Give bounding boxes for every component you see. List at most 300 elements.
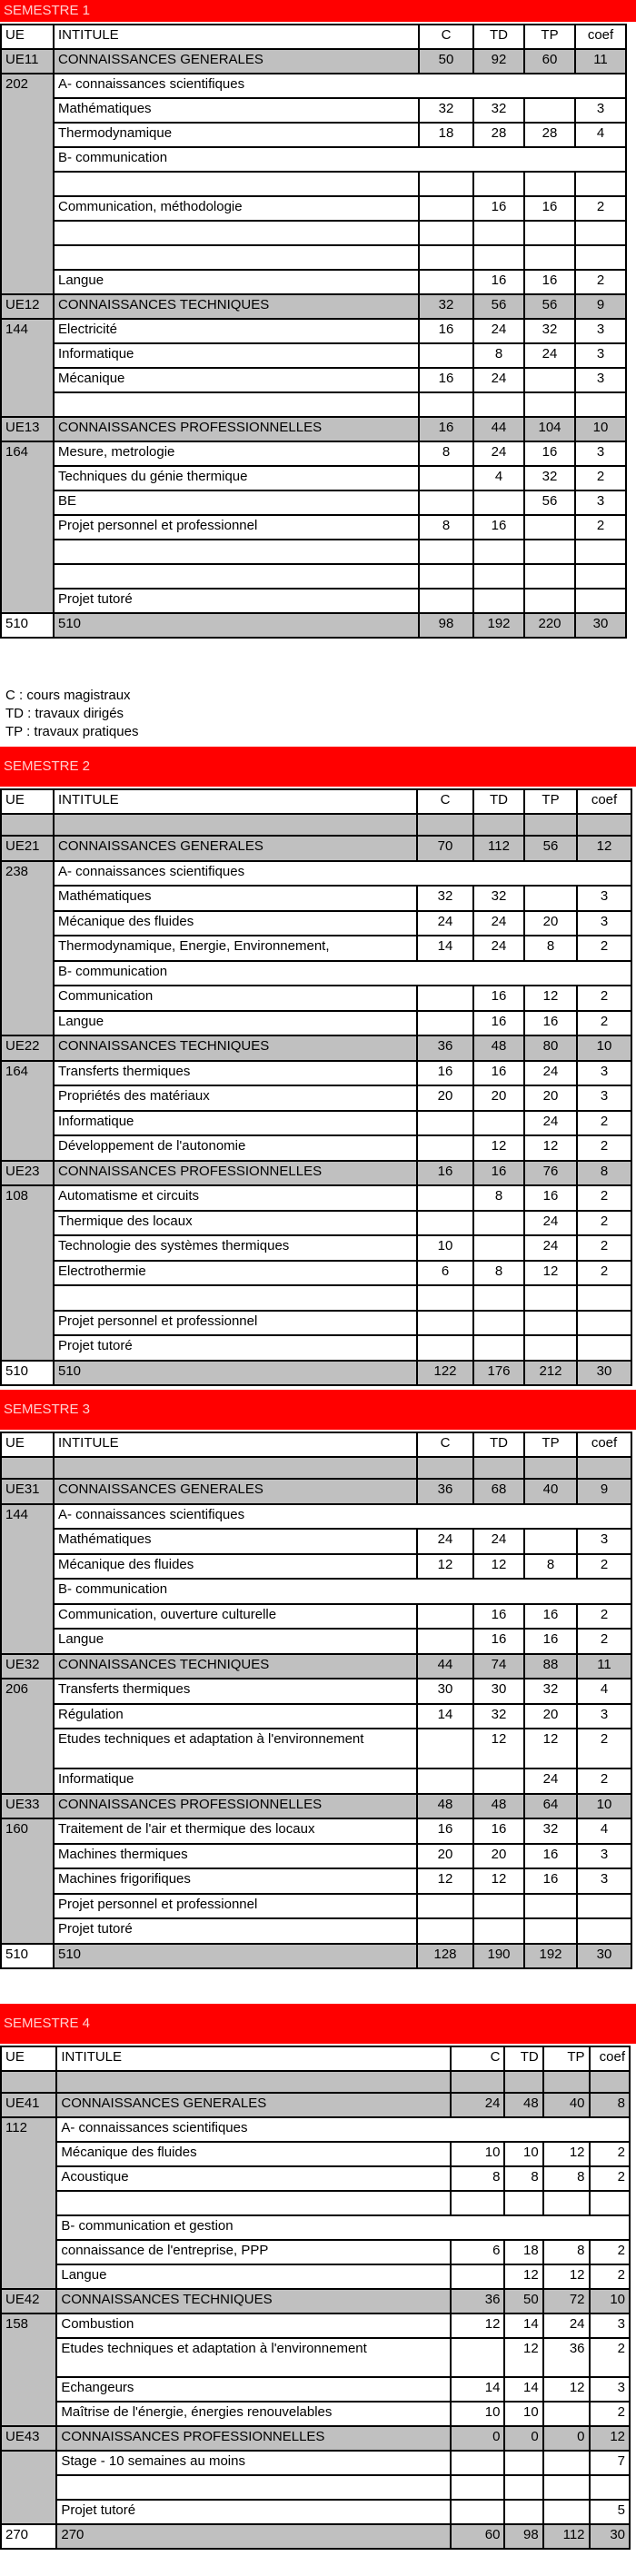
course-row: [1, 1311, 631, 1336]
course-td: 20: [473, 1844, 524, 1869]
course-td: 10: [504, 2142, 542, 2166]
blank-cell: [473, 392, 524, 417]
course-td: 8: [473, 343, 524, 368]
course-tp: 24: [524, 1769, 577, 1794]
total-code: 510: [1, 613, 54, 638]
ue-c: 24: [451, 2093, 504, 2117]
header-ue: UE: [1, 1432, 54, 1457]
spacer-cell: [417, 1457, 473, 1479]
course-tp: 24: [524, 1061, 577, 1086]
spacer-cell: [1, 814, 54, 836]
course-c: 16: [419, 319, 473, 343]
ue-td: 48: [504, 2093, 542, 2117]
course-label: Langue: [54, 1629, 417, 1654]
course-td: 24: [473, 441, 524, 466]
course-row: [1, 2500, 630, 2524]
course-td: 14: [504, 2377, 542, 2402]
course-c: [451, 2338, 504, 2377]
ue-row: [1, 2289, 630, 2313]
course-coef: 3: [575, 343, 626, 368]
blank-cell: [419, 540, 473, 564]
course-tp: 16: [524, 1629, 577, 1654]
ue-c: 36: [451, 2289, 504, 2313]
ue-row: [1, 1479, 631, 1504]
course-td: 24: [473, 936, 524, 961]
spacer-cell: [54, 814, 417, 836]
ue-tp: 56: [524, 294, 575, 319]
ue-title: CONNAISSANCES GENERALES: [54, 836, 417, 861]
blank-cell: [575, 245, 626, 270]
header-intitule: INTITULE: [54, 25, 419, 49]
ue-c: 16: [417, 1161, 473, 1186]
total-row: [1, 2524, 630, 2549]
course-label: Automatisme et circuits: [54, 1185, 417, 1211]
course-row: [1, 1211, 631, 1236]
blank-label: [56, 2191, 451, 2215]
course-tp: 16: [524, 196, 575, 221]
course-c: [417, 986, 473, 1011]
ue-tp: 104: [524, 417, 575, 441]
section-label: B- communication: [54, 1579, 631, 1604]
course-label: Thermodynamique, Energie, Environnement,: [54, 936, 417, 961]
ue-tp: 40: [524, 1479, 577, 1504]
course-row: [1, 74, 626, 98]
course-label: Electricité: [54, 319, 419, 343]
course-row: [1, 1529, 631, 1554]
ue-td: 92: [473, 49, 524, 74]
ue-hours-total: 112: [1, 2117, 56, 2289]
header-c: C: [451, 2046, 504, 2071]
ue-c: 32: [419, 294, 473, 319]
course-tp: 24: [543, 2313, 590, 2338]
ue-code: UE31: [1, 1479, 54, 1504]
blank-cell: [473, 172, 524, 196]
course-c: 20: [417, 1844, 473, 1869]
course-row: [1, 245, 626, 270]
ue-td: 0: [504, 2426, 542, 2451]
blank-cell: [575, 221, 626, 245]
course-row: [1, 319, 626, 343]
ue-coef: 10: [577, 1794, 631, 1819]
spacer-cell: [577, 1457, 631, 1479]
course-label: Mécanique des fluides: [54, 911, 417, 936]
course-coef: 3: [577, 1529, 631, 1554]
blank-cell: [473, 564, 524, 589]
course-c: [417, 1135, 473, 1161]
ue-coef: 12: [577, 836, 631, 861]
total-c: 98: [419, 613, 473, 638]
course-tp: 12: [524, 1729, 577, 1769]
course-coef: 2: [590, 2142, 630, 2166]
course-coef: 4: [577, 1818, 631, 1844]
course-label: Mathématiques: [54, 98, 419, 123]
header-td: TD: [473, 25, 524, 49]
course-td: [473, 1918, 524, 1944]
header-td: TD: [473, 1432, 524, 1457]
course-coef: 2: [575, 196, 626, 221]
course-row: [1, 98, 626, 123]
semester-title: SEMESTRE 4: [0, 2004, 636, 2044]
ue-coef: 12: [590, 2426, 630, 2451]
ue-title: CONNAISSANCES GENERALES: [54, 49, 419, 74]
course-tp: [524, 98, 575, 123]
ue-row: [1, 1794, 631, 1819]
course-td: 12: [504, 2338, 542, 2377]
course-row: [1, 441, 626, 466]
course-c: [417, 1918, 473, 1944]
ue-hours-total: 164: [1, 1061, 54, 1161]
course-td: 16: [473, 270, 524, 294]
ue-title: CONNAISSANCES GENERALES: [54, 1479, 417, 1504]
course-coef: 2: [577, 1211, 631, 1236]
course-td: [473, 1111, 524, 1136]
course-coef: 4: [577, 1679, 631, 1704]
course-label: Etudes techniques et adaptation à l'environnement: [56, 2338, 451, 2377]
course-label: Transferts thermiques: [54, 1679, 417, 1704]
header-ue: UE: [1, 2046, 56, 2071]
ue-row: [1, 417, 626, 441]
ue-coef: 10: [575, 417, 626, 441]
ue-td: 48: [473, 1035, 524, 1061]
course-row: [1, 2313, 630, 2338]
course-td: 32: [473, 1704, 524, 1729]
course-label: Informatique: [54, 343, 419, 368]
course-label: Thermique des locaux: [54, 1211, 417, 1236]
blank-cell: [451, 2191, 504, 2215]
course-label: Informatique: [54, 1769, 417, 1794]
course-row: [1, 1285, 631, 1311]
ue-title: CONNAISSANCES GENERALES: [56, 2093, 451, 2117]
course-label: Traitement de l'air et thermique des locaux: [54, 1818, 417, 1844]
course-row: [1, 2191, 630, 2215]
course-coef: 2: [577, 1185, 631, 1211]
spacer-row: [1, 2071, 630, 2093]
course-td: 12: [504, 2264, 542, 2289]
course-td: 16: [473, 515, 524, 540]
course-td: 4: [473, 466, 524, 490]
ue-hours-total: 206: [1, 1679, 54, 1794]
course-tp: 16: [524, 1011, 577, 1036]
course-c: 16: [419, 368, 473, 392]
course-coef: 3: [577, 911, 631, 936]
course-label: Techniques du génie thermique: [54, 466, 419, 490]
ue-tp: 72: [543, 2289, 590, 2313]
course-label: Communication, ouverture culturelle: [54, 1604, 417, 1630]
ue-tp: 0: [543, 2426, 590, 2451]
course-c: [417, 1335, 473, 1361]
ue-td: 44: [473, 417, 524, 441]
course-label: Mathématiques: [54, 1529, 417, 1554]
course-coef: 3: [575, 98, 626, 123]
course-row: [1, 2402, 630, 2426]
section-label: B- communication et gestion: [56, 2215, 630, 2240]
ue-row: [1, 1035, 631, 1061]
course-tp: 8: [524, 1554, 577, 1580]
course-coef: 2: [577, 1769, 631, 1794]
course-label: Echangeurs: [56, 2377, 451, 2402]
course-tp: 32: [524, 1679, 577, 1704]
spacer-row: [1, 1457, 631, 1479]
course-row: [1, 515, 626, 540]
blank-cell: [473, 245, 524, 270]
total-label: 270: [56, 2524, 451, 2549]
course-tp: [524, 1335, 577, 1361]
course-label: Mesure, metrologie: [54, 441, 419, 466]
course-td: 16: [473, 1011, 524, 1036]
ue-td: 68: [473, 1479, 524, 1504]
course-td: 10: [504, 2402, 542, 2426]
course-tp: [543, 2402, 590, 2426]
spacer-cell: [543, 2071, 590, 2093]
header-coef: coef: [577, 789, 631, 814]
course-row: [1, 1729, 631, 1769]
course-tp: 12: [524, 1261, 577, 1286]
course-td: 16: [473, 1818, 524, 1844]
course-td: 8: [473, 1185, 524, 1211]
course-c: [417, 1769, 473, 1794]
course-c: [419, 589, 473, 613]
header-intitule: INTITULE: [56, 2046, 451, 2071]
course-coef: 3: [577, 886, 631, 911]
course-label: Mécanique des fluides: [54, 1554, 417, 1580]
course-label: Projet personnel et professionnel: [54, 1894, 417, 1919]
course-td: 20: [473, 1085, 524, 1111]
course-c: 10: [417, 1235, 473, 1261]
ue-code: UE41: [1, 2093, 56, 2117]
course-label: Développement de l'autonomie: [54, 1135, 417, 1161]
total-code: 270: [1, 2524, 56, 2549]
spacer-cell: [504, 2071, 542, 2093]
course-row: [1, 1061, 631, 1086]
course-row: [1, 1918, 631, 1944]
total-tp: 212: [524, 1361, 577, 1386]
course-label: Langue: [56, 2264, 451, 2289]
blank-cell: [473, 540, 524, 564]
blank-label: [54, 564, 419, 589]
course-label: Projet tutoré: [54, 1335, 417, 1361]
total-td: 98: [504, 2524, 542, 2549]
course-tp: [524, 886, 577, 911]
course-tp: 36: [543, 2338, 590, 2377]
course-coef: 2: [590, 2240, 630, 2264]
header-td: TD: [473, 789, 524, 814]
course-row: [1, 172, 626, 196]
course-table: [0, 2046, 631, 2550]
course-label: Thermodynamique: [54, 123, 419, 147]
header-row: [1, 2046, 630, 2071]
course-c: [417, 1211, 473, 1236]
blank-cell: [504, 2191, 542, 2215]
course-row: [1, 2338, 630, 2377]
course-table: [0, 1432, 632, 1969]
course-c: 14: [417, 936, 473, 961]
course-label: Machines frigorifiques: [54, 1868, 417, 1894]
course-c: 12: [417, 1868, 473, 1894]
course-label: Machines thermiques: [54, 1844, 417, 1869]
course-coef: 2: [577, 1011, 631, 1036]
blank-label: [54, 172, 419, 196]
course-label: Stage - 10 semaines au moins: [56, 2451, 451, 2475]
course-row: [1, 1604, 631, 1630]
course-c: 24: [417, 911, 473, 936]
ue-hours-total: 238: [1, 861, 54, 1036]
course-tp: 12: [524, 986, 577, 1011]
course-coef: 2: [577, 1604, 631, 1630]
ue-c: 0: [451, 2426, 504, 2451]
course-td: 28: [473, 123, 524, 147]
course-coef: [577, 1918, 631, 1944]
total-row: [1, 613, 626, 638]
spacer-cell: [473, 1457, 524, 1479]
blank-cell: [524, 1285, 577, 1311]
course-tp: [524, 589, 575, 613]
ue-c: 36: [417, 1035, 473, 1061]
course-tp: 8: [543, 2166, 590, 2191]
course-coef: [577, 1311, 631, 1336]
course-coef: [577, 1335, 631, 1361]
ue-hours-total: 160: [1, 1818, 54, 1944]
blank-cell: [473, 1285, 524, 1311]
spacer-cell: [473, 814, 524, 836]
course-c: [419, 466, 473, 490]
total-c: 60: [451, 2524, 504, 2549]
course-row: [1, 270, 626, 294]
course-tp: [524, 1894, 577, 1919]
blank-cell: [590, 2191, 630, 2215]
ue-td: 16: [473, 1161, 524, 1186]
course-tp: 16: [524, 270, 575, 294]
course-label: Propriétés des matériaux: [54, 1085, 417, 1111]
course-row: [1, 986, 631, 1011]
course-coef: 3: [577, 1844, 631, 1869]
course-tp: [524, 1311, 577, 1336]
ue-row: [1, 2093, 630, 2117]
course-tp: 56: [524, 490, 575, 515]
course-label: Projet tutoré: [56, 2500, 451, 2524]
course-tp: 12: [543, 2264, 590, 2289]
course-row: [1, 1554, 631, 1580]
course-td: [473, 490, 524, 515]
course-c: 32: [417, 886, 473, 911]
section-label: B- communication: [54, 961, 631, 986]
blank-cell: [419, 245, 473, 270]
course-td: 24: [473, 1529, 524, 1554]
blank-label: [54, 221, 419, 245]
course-c: [417, 1629, 473, 1654]
course-tp: 28: [524, 123, 575, 147]
course-label: Informatique: [54, 1111, 417, 1136]
course-tp: 32: [524, 1818, 577, 1844]
course-row: [1, 886, 631, 911]
ue-coef: 9: [577, 1479, 631, 1504]
total-code: 510: [1, 1361, 54, 1386]
course-tp: [524, 515, 575, 540]
course-label: Combustion: [56, 2313, 451, 2338]
header-c: C: [417, 1432, 473, 1457]
course-label: Maîtrise de l'énergie, énergies renouvelables: [56, 2402, 451, 2426]
course-label: Etudes techniques et adaptation à l'environnement: [54, 1729, 417, 1769]
course-coef: 2: [577, 1235, 631, 1261]
ue-tp: 56: [524, 836, 577, 861]
course-coef: [577, 1894, 631, 1919]
course-tp: 12: [543, 2142, 590, 2166]
course-tp: 24: [524, 1211, 577, 1236]
course-td: [473, 1235, 524, 1261]
ue-row: [1, 294, 626, 319]
course-c: 6: [451, 2240, 504, 2264]
total-row: [1, 1361, 631, 1386]
course-row: [1, 2215, 630, 2240]
course-row: [1, 196, 626, 221]
course-row: [1, 961, 631, 986]
ue-hours-total: 202: [1, 74, 54, 294]
blank-cell: [575, 540, 626, 564]
course-tp: [524, 368, 575, 392]
header-ue: UE: [1, 789, 54, 814]
course-td: 16: [473, 986, 524, 1011]
ue-code: UE43: [1, 2426, 56, 2451]
ue-coef: 10: [590, 2289, 630, 2313]
course-c: [417, 1894, 473, 1919]
course-tp: [543, 2451, 590, 2475]
ue-coef: 9: [575, 294, 626, 319]
course-coef: 2: [577, 1729, 631, 1769]
blank-cell: [451, 2475, 504, 2500]
course-row: [1, 343, 626, 368]
course-label: Electrothermie: [54, 1261, 417, 1286]
course-row: [1, 221, 626, 245]
ue-coef: 8: [577, 1161, 631, 1186]
course-row: [1, 1704, 631, 1729]
course-c: [417, 1011, 473, 1036]
course-row: [1, 1629, 631, 1654]
ue-hours-total: 144: [1, 319, 54, 417]
course-label: Langue: [54, 270, 419, 294]
course-row: [1, 1894, 631, 1919]
spacer-cell: [56, 2071, 451, 2093]
course-row: [1, 589, 626, 613]
course-label: Mathématiques: [54, 886, 417, 911]
course-coef: 2: [590, 2402, 630, 2426]
course-td: 32: [473, 98, 524, 123]
course-c: [419, 270, 473, 294]
semester-title: SEMESTRE 1: [0, 0, 636, 22]
course-c: [451, 2500, 504, 2524]
course-td: 8: [473, 1261, 524, 1286]
ue-row: [1, 49, 626, 74]
course-c: 16: [417, 1061, 473, 1086]
course-row: [1, 2117, 630, 2142]
section-label: A- connaissances scientifiques: [56, 2117, 630, 2142]
course-row: [1, 2166, 630, 2191]
course-row: [1, 2451, 630, 2475]
course-label: Mécanique: [54, 368, 419, 392]
total-tp: 192: [524, 1944, 577, 1969]
course-tp: [543, 2500, 590, 2524]
spacer-row: [1, 814, 631, 836]
total-c: 128: [417, 1944, 473, 1969]
course-td: 16: [473, 1604, 524, 1630]
blank-cell: [419, 221, 473, 245]
total-td: 190: [473, 1944, 524, 1969]
ue-code: UE22: [1, 1035, 54, 1061]
total-code: 510: [1, 1944, 54, 1969]
course-c: [419, 490, 473, 515]
course-row: [1, 861, 631, 887]
spacer-cell: [417, 814, 473, 836]
section-label: A- connaissances scientifiques: [54, 74, 626, 98]
course-c: [417, 1604, 473, 1630]
